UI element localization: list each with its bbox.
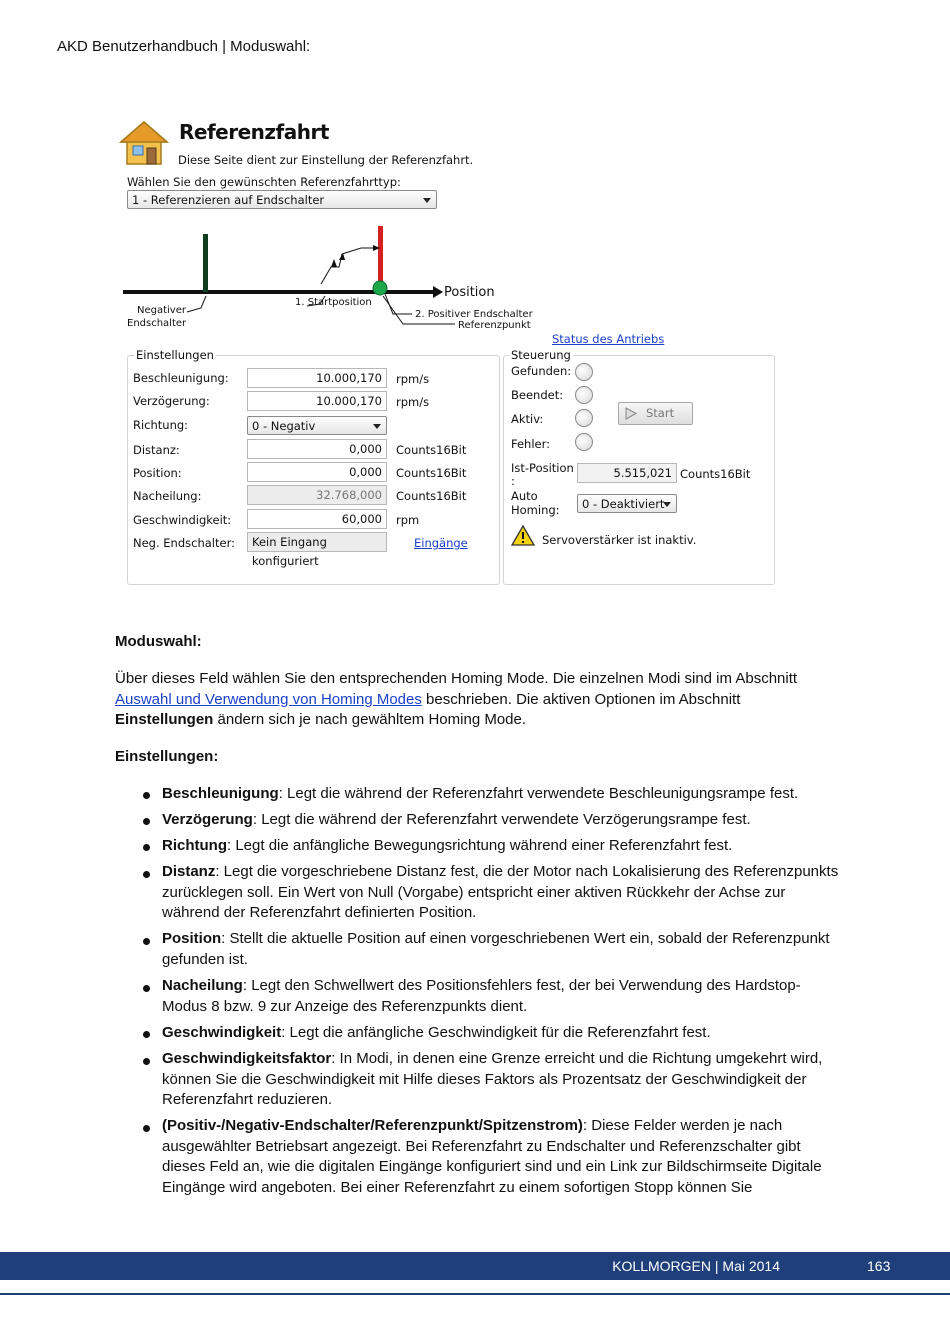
- active-label: Aktiv:: [511, 412, 544, 426]
- start-button-label: Start: [646, 406, 675, 420]
- auto-homing-label-1: Auto: [511, 489, 538, 503]
- bullet-text: : Legt die anfängliche Geschwindigkeit für die Referenzfahrt fest.: [281, 1024, 711, 1041]
- bullet-text: : In Modi, in denen eine Grenze erreicht und die Richtung umgekehrt wird, können Sie die Geschwindigkeit mit Hilfe dieses Faktors als Prozentsatz der Geschwindigkeit der Referenzfahrt reduzieren.: [162, 1050, 823, 1108]
- chevron-down-icon: [663, 502, 671, 507]
- footer-brand: KOLLMORGEN | Mai 2014: [612, 1258, 780, 1274]
- actual-position-value: 5.515,021: [577, 463, 677, 483]
- paragraph-moduswahl: [115, 669, 835, 731]
- p1-text-a: Über dieses Feld wählen Sie den entsprechenden Homing Mode. Die einzelnen Modi sind im Abschnitt: [115, 670, 798, 687]
- deceleration-unit: rpm/s: [396, 395, 430, 409]
- auto-homing-select[interactable]: [577, 494, 677, 513]
- bullet-item: [162, 1049, 842, 1111]
- warning-text: Servoverstärker ist inaktiv.: [542, 533, 697, 547]
- error-label: Fehler:: [511, 437, 551, 451]
- page-number: 163: [867, 1258, 891, 1274]
- actual-position-label-2: :: [511, 474, 515, 488]
- axis-label: Position: [444, 285, 495, 300]
- velocity-input[interactable]: 60,000: [247, 509, 387, 529]
- bullet-dot: [143, 1058, 150, 1065]
- bullet-term: Verzögerung: [162, 811, 253, 828]
- pos-switch-label: 2. Positiver Endschalter: [415, 309, 533, 320]
- distance-input[interactable]: 0,000: [247, 439, 387, 459]
- distance-unit: Counts16Bit: [396, 443, 467, 457]
- found-label: Gefunden:: [511, 364, 572, 378]
- acceleration-unit: rpm/s: [396, 372, 430, 386]
- page-title: Referenzfahrt: [179, 120, 329, 144]
- homing-screenshot: [115, 112, 785, 592]
- bullet-dot: [143, 818, 150, 825]
- distance-label: Distanz:: [133, 443, 180, 457]
- inputs-link[interactable]: Eingänge: [414, 536, 468, 550]
- bullet-item: [162, 836, 842, 857]
- settings-legend: Einstellungen: [136, 348, 214, 362]
- bullet-term: Richtung: [162, 837, 227, 854]
- position-unit: Counts16Bit: [396, 466, 467, 480]
- p1-text-b: beschrieben. Die aktiven Optionen im Abschnitt: [421, 690, 741, 708]
- error-led: [575, 433, 593, 451]
- drive-status-link[interactable]: Status des Antriebs: [552, 332, 665, 346]
- actual-position-unit: Counts16Bit: [680, 467, 751, 481]
- deceleration-label: Verzögerung:: [133, 394, 210, 408]
- homing-type-select[interactable]: [127, 190, 437, 209]
- bullet-text: : Legt die während der Referenzfahrt verwendete Beschleunigungsrampe fest.: [278, 785, 799, 802]
- actual-position-label-1: Ist-Position: [511, 461, 574, 475]
- heading-einstellungen: Einstellungen:: [115, 748, 219, 765]
- axis-arrow: [433, 286, 443, 298]
- bullet-item: [162, 784, 842, 805]
- chevron-down-icon: [423, 198, 431, 203]
- neg-switch-label-2: Endschalter: [127, 318, 187, 329]
- bullet-term: Distanz: [162, 863, 216, 880]
- bullet-text: : Diese Felder werden je nach ausgewählter Betriebsart angezeigt. Bei Referenzfahrt zu Endschalter und Referenzschalter gibt dieses Feld an, wie die digitalen Eingänge konfiguriert sind und ein Link zur Bildschirmseite Digitale Eingänge wird angeboten. Bei einer Referenzfahrt zu einem sofortigen Stopp können Sie: [162, 1117, 822, 1196]
- velocity-unit: rpm: [396, 513, 420, 527]
- bullet-text: : Stellt die aktuelle Position auf einen vorgeschriebenen Wert ein, sobald der Referenzpunkt gefunden ist.: [162, 930, 830, 968]
- finished-led: [575, 386, 593, 404]
- bullet-item: [162, 862, 842, 924]
- lag-label: Nacheilung:: [133, 489, 202, 503]
- auto-homing-value: 0 - Deaktiviert: [582, 497, 665, 511]
- found-led: [575, 363, 593, 381]
- bullet-item: [162, 976, 842, 1017]
- neg-limit-input: Kein Eingang konfiguriert: [247, 532, 387, 552]
- house-icon: [119, 120, 169, 166]
- p1-bold: Einstellungen: [115, 711, 214, 728]
- lag-unit: Counts16Bit: [396, 489, 467, 503]
- bullet-dot: [143, 844, 150, 851]
- acceleration-input[interactable]: 10.000,170: [247, 368, 387, 388]
- auto-homing-label-2: Homing:: [511, 503, 560, 517]
- bullet-text: : Legt die während der Referenzfahrt verwendete Verzögerungsrampe fest.: [252, 811, 751, 828]
- homing-type-value: 1 - Referenzieren auf Endschalter: [132, 193, 325, 207]
- heading-moduswahl: Moduswahl:: [115, 633, 202, 650]
- warning-icon: [511, 525, 535, 546]
- bullet-term: Nacheilung: [162, 977, 243, 994]
- p1-text-c: ändern sich je nach gewähltem Homing Mode.: [213, 711, 527, 728]
- bullet-dot: [143, 1031, 150, 1038]
- homing-modes-link[interactable]: Auswahl und Verwendung von Homing Modes: [115, 690, 422, 708]
- bullet-term: Geschwindigkeitsfaktor: [162, 1050, 332, 1067]
- direction-label: Richtung:: [133, 418, 189, 432]
- reference-point-label: Referenzpunkt: [458, 320, 531, 331]
- type-label: Wählen Sie den gewünschten Referenzfahrttyp:: [127, 175, 401, 189]
- acceleration-label: Beschleunigung:: [133, 371, 229, 385]
- chevron-down-icon: [373, 424, 381, 429]
- direction-value: 0 - Negativ: [252, 419, 316, 433]
- lag-input: 32.768,000: [247, 485, 387, 505]
- position-input[interactable]: 0,000: [247, 462, 387, 482]
- page-subtitle: Diese Seite dient zur Einstellung der Referenzfahrt.: [178, 153, 474, 167]
- bullet-item: [162, 929, 842, 970]
- control-legend: Steuerung: [511, 348, 571, 362]
- positive-limit-switch: [378, 226, 383, 290]
- footer-bar: [0, 1252, 950, 1280]
- position-label: Position:: [133, 466, 182, 480]
- direction-select[interactable]: [247, 416, 387, 435]
- reference-point: [373, 281, 387, 295]
- bullet-item: [162, 810, 842, 831]
- start-button[interactable]: [618, 402, 693, 425]
- finished-label: Beendet:: [511, 388, 564, 402]
- bullet-term: Position: [162, 930, 222, 947]
- neg-switch-label-1: Negativer: [137, 305, 186, 316]
- start-position-label: 1. Startposition: [295, 297, 372, 308]
- move-path: [321, 248, 373, 284]
- bullet-dot: [143, 985, 150, 992]
- deceleration-input[interactable]: 10.000,170: [247, 391, 387, 411]
- bullet-term: (Positiv-/Negativ-Endschalter/Referenzpunkt/Spitzenstrom): [162, 1117, 583, 1134]
- bullet-text: : Legt den Schwellwert des Positionsfehlers fest, der bei Verwendung des Hardstop-Modus 8 bzw. 9 zur Anzeige des Referenzpunkts dient.: [162, 977, 801, 1015]
- bullet-dot: [143, 938, 150, 945]
- bullet-text: : Legt die anfängliche Bewegungsrichtung während einer Referenzfahrt fest.: [227, 837, 733, 854]
- play-icon: [625, 407, 637, 420]
- negative-limit-switch: [203, 234, 208, 292]
- bullet-item: [162, 1116, 842, 1198]
- bullet-dot: [143, 792, 150, 799]
- footer-line: [0, 1293, 950, 1295]
- page-header: AKD Benutzerhandbuch | Moduswahl:: [57, 38, 311, 55]
- bullet-term: Geschwindigkeit: [162, 1024, 282, 1041]
- bullet-term: Beschleunigung: [162, 785, 279, 802]
- neg-limit-label: Neg. Endschalter:: [133, 536, 235, 550]
- bullet-dot: [143, 1125, 150, 1132]
- bullet-dot: [143, 871, 150, 878]
- bullet-item: [162, 1023, 842, 1044]
- velocity-label: Geschwindigkeit:: [133, 513, 232, 527]
- bullet-text: : Legt die vorgeschriebene Distanz fest, die der Motor nach Lokalisierung des Referenzpunkts zurücklegen soll. Ein Wert von Null (Vorgabe) entspricht einer aktiven Rückkehr der Achse zur während der Referenzfahrt definierten Position.: [162, 863, 839, 921]
- active-led: [575, 409, 593, 427]
